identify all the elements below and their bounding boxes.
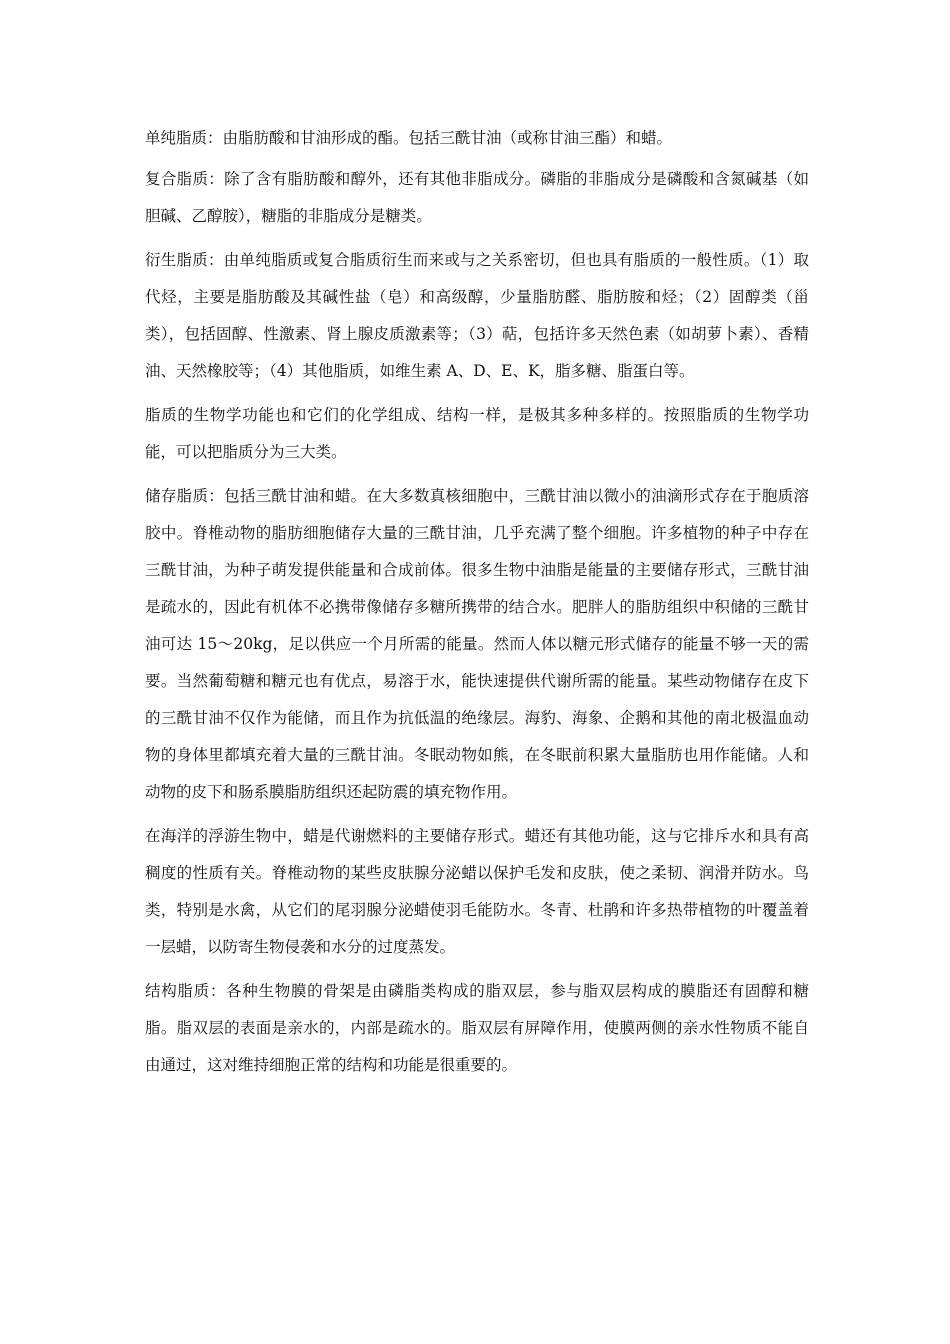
paragraph-waxes: 在海洋的浮游生物中，蜡是代谢燃料的主要储存形式。蜡还有其他功能，这与它排斥水和具有高稠度的性质有关。脊椎动物的某些皮肤腺分泌蜡以保护毛发和皮肤，使之柔韧、润滑并防水。鸟类，特别是水禽，从它们的尾羽腺分泌蜡使羽毛能防水。冬青、杜鹃和许多热带植物的叶覆盖着一层蜡，以防寄生物侵袭和水分的过度蒸发。 xyxy=(145,827,809,956)
document-page xyxy=(145,124,809,1091)
paragraph-compound-lipids: 复合脂质：除了含有脂肪酸和醇外，还有其他非脂成分。磷脂的非脂成分是磷酸和含氮碱基（如胆碱、乙醇胺），糖脂的非脂成分是糖类。 xyxy=(145,170,809,225)
paragraph-simple-lipids: 单纯脂质：由脂肪酸和甘油形成的酯。包括三酰甘油（或称甘油三酯）和蜡。 xyxy=(145,129,673,147)
paragraph-derived-lipids: 衍生脂质：由单纯脂质或复合脂质衍生而来或与之关系密切，但也具有脂质的一般性质。（1）取代烃，主要是脂肪酸及其碱性盐（皂）和高级醇，少量脂肪醛、脂肪胺和烃；（2）固醇类（甾类），包括固醇、性激素、肾上腺皮质激素等；（3）萜，包括许多天然色素（如胡萝卜素）、香精油、天然橡胶等；（4）其他脂质，如维生素 A、D、E、K，脂多糖、脂蛋白等。 xyxy=(145,251,809,380)
paragraph-lipid-functions: 脂质的生物学功能也和它们的化学组成、结构一样，是极其多种多样的。按照脂质的生物学功能，可以把脂质分为三大类。 xyxy=(145,406,809,461)
paragraph-storage-lipids: 储存脂质：包括三酰甘油和蜡。在大多数真核细胞中，三酰甘油以微小的油滴形式存在于胞质溶胶中。脊椎动物的脂肪细胞储存大量的三酰甘油，几乎充满了整个细胞。许多植物的种子中存在三酰甘油，为种子萌发提供能量和合成前体。很多生物中油脂是能量的主要储存形式，三酰甘油是疏水的，因此有机体不必携带像储存多糖所携带的结合水。肥胖人的脂肪组织中积储的三酰甘油可达 15～20kg，足以供应一个月所需的能量。然而人体以糖元形式储存的能量不够一天的需要。当然葡萄糖和糖元也有优点，易溶于水，能快速提供代谢所需的能量。某些动物储存在皮下的三酰甘油不仅作为能储，而且作为抗低温的绝缘层。海豹、海象、企鹅和其他的南北极温血动物的身体里都填充着大量的三酰甘油。冬眠动物如熊，在冬眠前积累大量脂肪也用作能储。人和动物的皮下和肠系膜脂肪组织还起防震的填充物作用。 xyxy=(145,487,809,801)
paragraph-structural-lipids: 结构脂质：各种生物膜的骨架是由磷脂类构成的脂双层，参与脂双层构成的膜脂还有固醇和糖脂。脂双层的表面是亲水的，内部是疏水的。脂双层有屏障作用，使膜两侧的亲水性物质不能自由通过，这对维持细胞正常的结构和功能是很重要的。 xyxy=(145,982,809,1074)
